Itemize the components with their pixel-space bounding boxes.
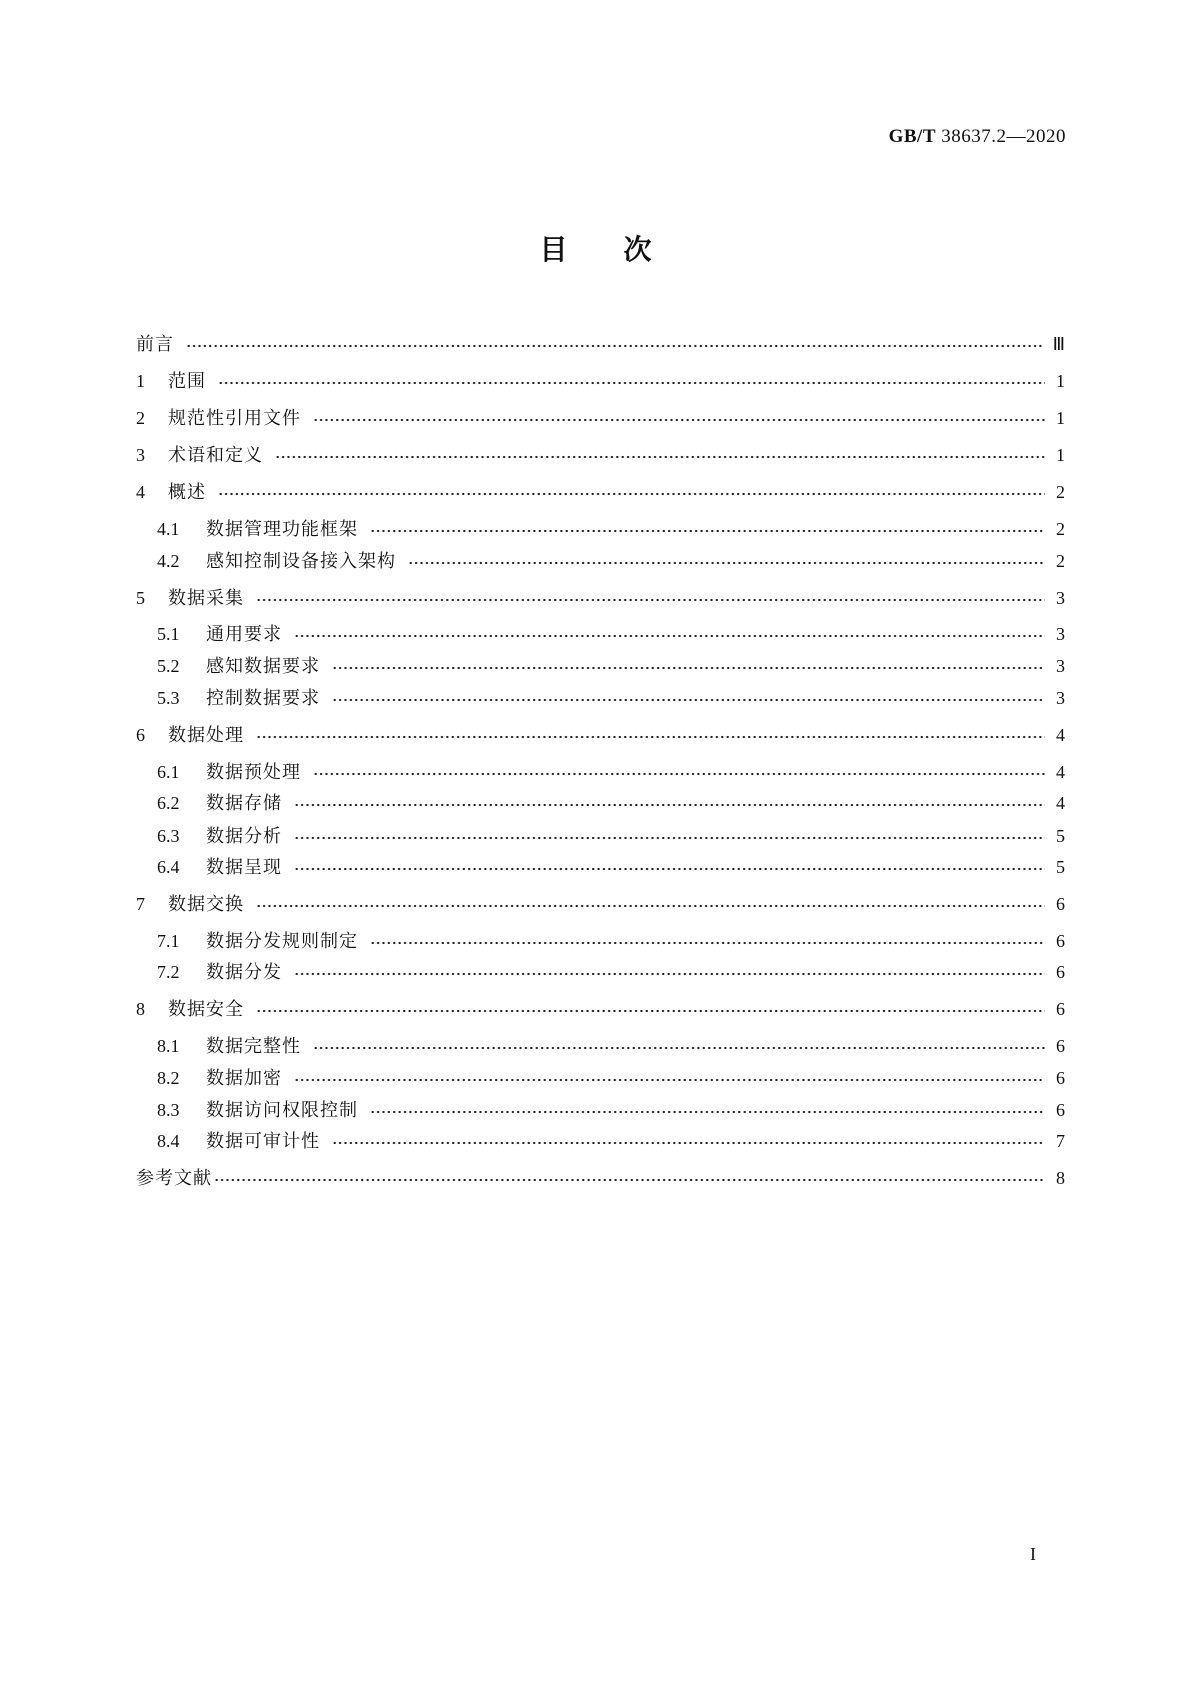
dot-leader	[256, 735, 1045, 739]
dot-leader	[218, 381, 1045, 385]
toc-entry[interactable]	[136, 330, 1065, 354]
toc-entry-label: 数据呈现	[206, 857, 282, 878]
toc-entry-page: 2	[1056, 482, 1065, 502]
dot-leader	[256, 598, 1045, 602]
toc-entry-number: 8.3	[157, 1100, 180, 1120]
toc-entry-page: 4	[1056, 762, 1065, 782]
dot-leader	[294, 1078, 1045, 1082]
dot-leader	[275, 455, 1045, 459]
toc-entry-page: 1	[1056, 445, 1065, 465]
dot-leader	[370, 529, 1045, 533]
toc-entry-number: 8.1	[157, 1036, 180, 1056]
toc-entry-page: Ⅲ	[1052, 334, 1065, 354]
toc-entry-page: 4	[1056, 725, 1065, 745]
page-title: 目次	[539, 233, 708, 266]
toc-entry-page: 6	[1056, 894, 1065, 914]
toc-entry-label: 通用要求	[206, 624, 282, 645]
toc-entry-page: 6	[1056, 931, 1065, 951]
dot-leader	[214, 1178, 1045, 1182]
toc-entry[interactable]	[136, 367, 1065, 391]
dot-leader	[332, 698, 1045, 702]
toc-entry[interactable]	[136, 478, 1065, 502]
dot-leader	[313, 1046, 1045, 1050]
toc-entry-label: 数据处理	[168, 725, 244, 746]
toc-entry-label: 数据管理功能框架	[206, 519, 358, 540]
toc-entry[interactable]	[157, 822, 1065, 846]
toc-entry-page: 1	[1056, 371, 1065, 391]
dot-leader	[294, 972, 1045, 976]
toc-entry-page: 3	[1056, 624, 1065, 644]
toc-entry-label: 数据访问权限控制	[206, 1100, 358, 1121]
toc-entry-number: 7	[136, 894, 145, 914]
toc-entry-label: 范围	[168, 371, 206, 392]
toc-entry-page: 6	[1056, 1036, 1065, 1056]
toc-entry[interactable]	[157, 758, 1065, 782]
toc-entry-number: 7.2	[157, 962, 180, 982]
toc-entry[interactable]	[136, 890, 1065, 914]
toc-entry-label: 前言	[136, 334, 174, 355]
toc-entry-number: 6.4	[157, 857, 180, 877]
toc-entry-label: 术语和定义	[168, 445, 263, 466]
toc-entry-number: 4.1	[157, 519, 180, 539]
dot-leader	[294, 867, 1045, 871]
toc-entry-page: 8	[1056, 1168, 1065, 1188]
toc-entry-page: 5	[1056, 826, 1065, 846]
toc-entry-number: 1	[136, 371, 145, 391]
toc-entry[interactable]	[157, 927, 1065, 951]
toc-entry-label: 概述	[168, 482, 206, 503]
toc-entry[interactable]	[136, 1164, 1065, 1188]
dot-leader	[332, 666, 1045, 670]
toc-entry-label: 控制数据要求	[206, 688, 320, 709]
toc-entry-label: 数据完整性	[206, 1036, 301, 1057]
toc-entry[interactable]	[157, 1064, 1065, 1088]
toc-entry-label: 数据分析	[206, 826, 282, 847]
toc-entry-label: 数据可审计性	[206, 1131, 320, 1152]
toc-entry-number: 8.2	[157, 1068, 180, 1088]
standard-header	[889, 126, 1066, 148]
toc-entry-number: 4	[136, 482, 145, 502]
page-number: I	[1030, 1544, 1036, 1564]
toc-entry-number: 5.3	[157, 688, 180, 708]
toc-entry[interactable]	[136, 404, 1065, 428]
toc-entry[interactable]	[157, 1032, 1065, 1056]
toc-entry-number: 2	[136, 408, 145, 428]
toc-entry[interactable]	[157, 853, 1065, 877]
toc-entry-number: 5.2	[157, 656, 180, 676]
toc-entry-number: 3	[136, 445, 145, 465]
toc-entry[interactable]	[136, 584, 1065, 608]
toc-entry[interactable]	[157, 547, 1065, 571]
toc-entry-page: 4	[1056, 793, 1065, 813]
toc-entry-number: 6	[136, 725, 145, 745]
toc-entry-number: 7.1	[157, 931, 180, 951]
toc-entry[interactable]	[157, 1127, 1065, 1151]
toc-entry-label: 数据安全	[168, 999, 244, 1020]
dot-leader	[370, 1110, 1045, 1114]
dot-leader	[256, 904, 1045, 908]
toc-entry-label: 数据交换	[168, 894, 244, 915]
toc-entry[interactable]	[136, 721, 1065, 745]
dot-leader	[313, 418, 1045, 422]
dot-leader	[408, 561, 1045, 565]
dot-leader	[313, 772, 1045, 776]
toc-entry-page: 6	[1056, 999, 1065, 1019]
toc-entry[interactable]	[157, 515, 1065, 539]
dot-leader	[294, 836, 1045, 840]
toc-entry[interactable]	[157, 958, 1065, 982]
toc-entry-page: 3	[1056, 656, 1065, 676]
toc-entry-number: 4.2	[157, 551, 180, 571]
toc-entry-label: 数据预处理	[206, 762, 301, 783]
toc-entry-number: 5	[136, 588, 145, 608]
toc-entry-label: 感知数据要求	[206, 656, 320, 677]
standard-code: GB/T	[888, 126, 936, 147]
toc-entry[interactable]	[157, 684, 1065, 708]
dot-leader	[186, 344, 1043, 348]
toc-entry-page: 2	[1056, 519, 1065, 539]
toc-entry-number: 6.1	[157, 762, 180, 782]
toc-entry-label: 数据分发	[206, 962, 282, 983]
dot-leader	[256, 1009, 1045, 1013]
dot-leader	[218, 492, 1045, 496]
toc-entry-page: 6	[1056, 962, 1065, 982]
toc-entry[interactable]	[157, 620, 1065, 644]
toc-entry-page: 2	[1056, 551, 1065, 571]
standard-number: 38637.2—2020	[941, 126, 1066, 147]
toc-entry-number: 6.2	[157, 793, 180, 813]
toc-entry-page: 6	[1056, 1100, 1065, 1120]
toc-entry[interactable]	[157, 1096, 1065, 1120]
toc-entry[interactable]	[157, 652, 1065, 676]
toc-entry[interactable]	[136, 441, 1065, 465]
toc-entry-label: 数据分发规则制定	[206, 931, 358, 952]
toc-entry-number: 8.4	[157, 1131, 180, 1151]
toc-entry-page: 1	[1056, 408, 1065, 428]
toc-entry-number: 8	[136, 999, 145, 1019]
toc-entry-page: 3	[1056, 588, 1065, 608]
toc-entry[interactable]	[136, 995, 1065, 1019]
dot-leader	[294, 803, 1045, 807]
toc-entry-number: 5.1	[157, 624, 180, 644]
toc-entry-page: 7	[1056, 1131, 1065, 1151]
toc-entry-label: 数据采集	[168, 588, 244, 609]
toc-entry-page: 5	[1056, 857, 1065, 877]
toc-entry-number: 6.3	[157, 826, 180, 846]
toc-entry-page: 3	[1056, 688, 1065, 708]
toc-entry-label: 数据加密	[206, 1068, 282, 1089]
toc-entry-label: 参考文献	[136, 1168, 212, 1189]
toc-entry-page: 6	[1056, 1068, 1065, 1088]
toc-entry[interactable]	[157, 789, 1065, 813]
dot-leader	[332, 1141, 1045, 1145]
toc-entry-label: 数据存储	[206, 793, 282, 814]
toc-entry-label: 规范性引用文件	[168, 408, 301, 429]
dot-leader	[294, 634, 1045, 638]
dot-leader	[370, 941, 1045, 945]
toc-entry-label: 感知控制设备接入架构	[206, 551, 396, 572]
